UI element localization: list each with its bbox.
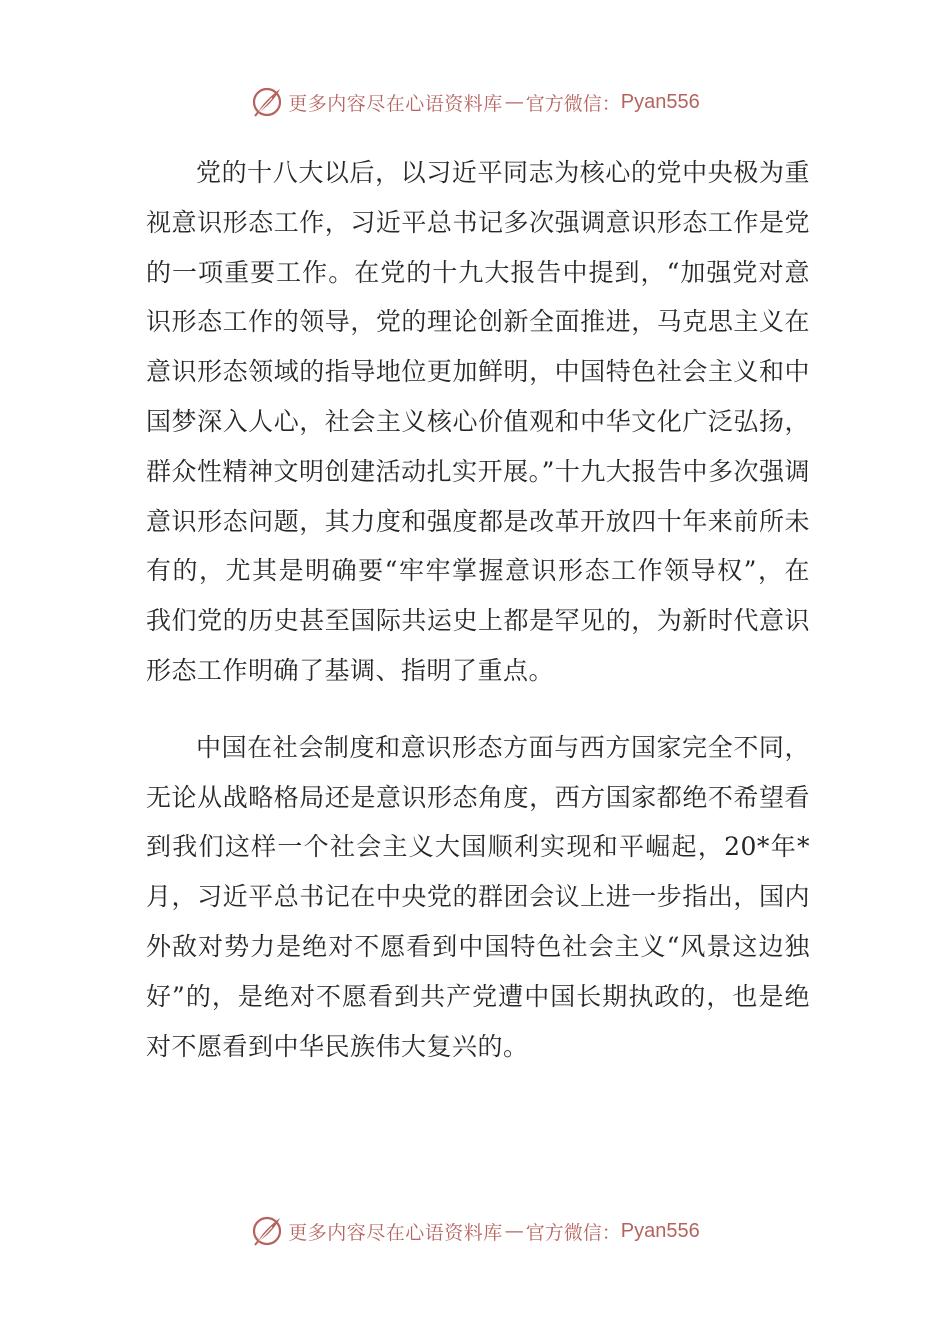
header-wechat-label: 官方微信： <box>525 92 621 115</box>
header-banner <box>0 82 950 122</box>
footer-banner <box>0 1211 950 1251</box>
paragraph-2: 中国在社会制度和意识形态方面与西方国家完全不同，无论从战略格局还是意识形态角度，西方国家都绝不希望看到我们这样一个社会主义大国顺利实现和平崛起，20*年*月，习近平总书记在中央党的群团会议上进一步指出，国内外敌对势力是绝对不愿看到中国特色社会主义“风景这边独好”的，是绝对不愿看到共产党遭中国长期执政的，也是绝对不愿看到中华民族伟大复兴的。 <box>146 732 810 1061</box>
header-separator: — <box>504 91 524 113</box>
footer-wechat-label: 官方微信： <box>525 1221 621 1244</box>
document-body <box>146 148 810 1071</box>
footer-separator: — <box>504 1220 524 1242</box>
quill-logo-icon <box>250 1214 284 1248</box>
quill-logo-icon <box>250 85 284 119</box>
footer-brand-text: 更多内容尽在心语资料库 <box>288 1221 503 1244</box>
header-brand-text: 更多内容尽在心语资料库 <box>288 92 503 115</box>
footer-wechat-id: Pyan556 <box>620 1219 700 1242</box>
paragraph-1: 党的十八大以后，以习近平同志为核心的党中央极为重视意识形态工作，习近平总书记多次强调意识形态工作是党的一项重要工作。在党的十九大报告中提到，“加强党对意识形态工作的领导，党的理论创新全面推进，马克思主义在意识形态领域的指导地位更加鲜明，中国特色社会主义和中国梦深入人心，社会主义核心价值观和中华文化广泛弘扬，群众性精神文明创建活动扎实开展。”十九大报告中多次强调意识形态问题，其力度和强度都是改革开放四十年来前所未有的，尤其是明确要“牢牢掌握意识形态工作领导权”，在我们党的历史甚至国际共运史上都是罕见的，为新时代意识形态工作明确了基调、指明了重点。 <box>146 158 810 685</box>
header-wechat-id: Pyan556 <box>620 90 700 113</box>
